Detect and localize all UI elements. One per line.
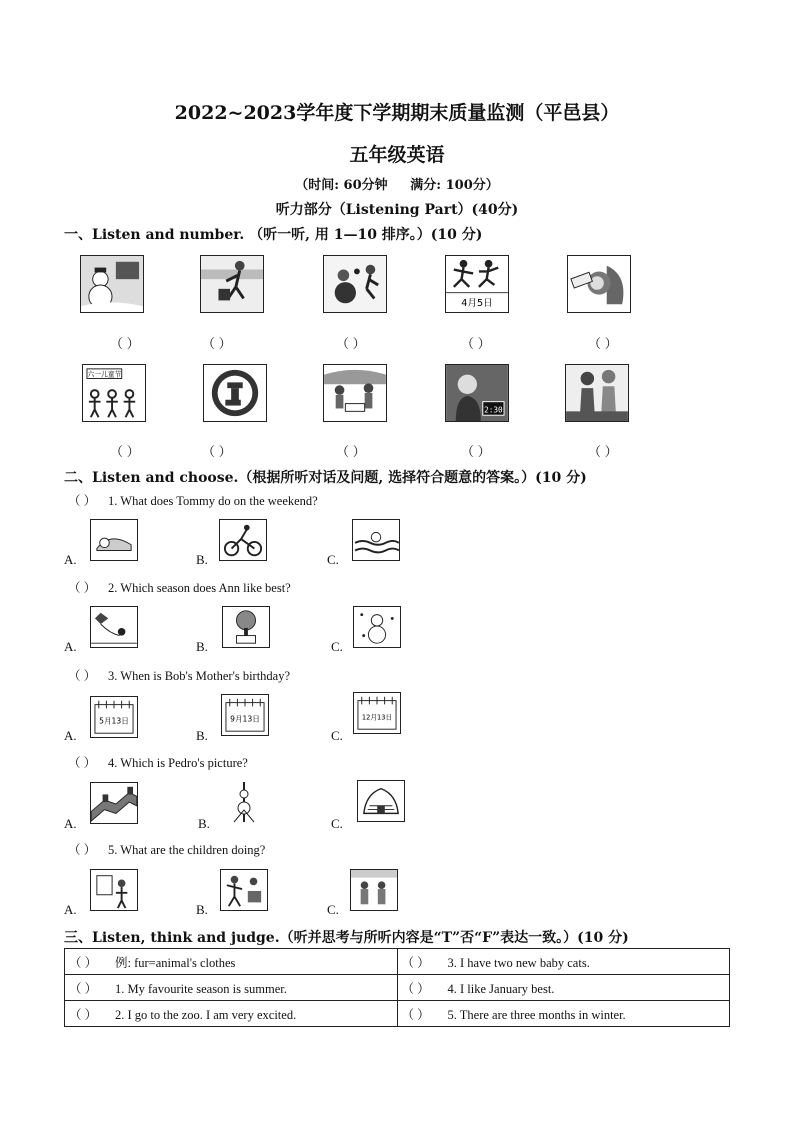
number-blank-8[interactable]: （ ）: [336, 444, 366, 459]
cycling-picture[interactable]: [219, 519, 267, 561]
children-drawing-picture[interactable]: [90, 869, 138, 911]
question-3: [68, 666, 290, 684]
answer-blank[interactable]: （ ）: [68, 756, 97, 770]
exam-subtitle: 五年级英语: [349, 144, 445, 166]
number-blank-9[interactable]: （ ）: [461, 444, 491, 459]
judge-blank[interactable]: （ ）: [69, 1007, 98, 1022]
judge-blank[interactable]: （ ）: [401, 955, 430, 970]
option-a-label: A.: [64, 728, 77, 743]
table-cell: [397, 975, 730, 1001]
date-label: 5月13日: [99, 716, 129, 726]
option-c-label: C.: [331, 728, 343, 743]
childrens-day-picture: [82, 364, 146, 422]
number-blank-7[interactable]: （ ）: [202, 444, 232, 459]
statement-text: 4. I like January best.: [447, 981, 555, 996]
calendar-may-13-picture[interactable]: [90, 696, 138, 738]
question-2: [68, 578, 291, 596]
exam-title: 2022~2023学年度下学期期末质量监测（平邑县）: [174, 102, 620, 124]
question-text: 2. Which season does Ann like best?: [108, 581, 291, 595]
date-label: 12月13日: [361, 713, 393, 722]
judge-blank[interactable]: （ ）: [401, 981, 430, 996]
option-a-label: A.: [64, 639, 77, 654]
boy-clock-230-picture: [445, 364, 509, 422]
option-b-label: B.: [196, 728, 208, 743]
option-a-label: A.: [64, 902, 77, 917]
table-row: [65, 949, 730, 975]
judge-blank[interactable]: （ ）: [401, 1007, 430, 1022]
number-blank-6[interactable]: （ ）: [110, 444, 140, 459]
section3-heading: 三、Listen, think and judge.（听并思考与所听内容是“T”否“F”表达一致。）(10 分): [64, 930, 629, 946]
number-blank-10[interactable]: （ ）: [588, 444, 618, 459]
children-dancing-picture[interactable]: [220, 869, 268, 911]
question-1: [68, 491, 318, 509]
answer-blank[interactable]: （ ）: [68, 581, 97, 595]
question-text: 1. What does Tommy do on the weekend?: [108, 494, 318, 508]
table-cell: [65, 975, 398, 1001]
phone-circle-picture: [203, 364, 267, 422]
snowman-picture: [80, 255, 144, 313]
option-b-label: B.: [196, 902, 208, 917]
swimming-picture[interactable]: [352, 519, 400, 561]
option-c-label: C.: [327, 902, 339, 917]
statement-text: 5. There are three months in winter.: [447, 1007, 626, 1022]
monkey-drinking-picture: [567, 255, 631, 313]
flying-kite-picture[interactable]: [90, 606, 138, 648]
statement-text: 1. My favourite season is summer.: [115, 981, 287, 996]
answer-blank[interactable]: （ ）: [68, 669, 97, 683]
calendar-dec-13-picture[interactable]: [353, 692, 401, 734]
statement-text: 例: fur=animal's clothes: [115, 955, 236, 970]
calendar-sep-13-picture[interactable]: [221, 694, 269, 736]
april-5th-label: 4月5日: [461, 298, 493, 310]
boy-playing-ball-picture: [323, 255, 387, 313]
family-picnic-picture: [323, 364, 387, 422]
number-blank-1[interactable]: （ ）: [110, 336, 140, 351]
question-text: 5. What are the children doing?: [108, 843, 266, 857]
snowman-option-picture[interactable]: [353, 606, 401, 648]
number-blank-3[interactable]: （ ）: [336, 336, 366, 351]
question-4: [68, 753, 248, 771]
children-singing-picture[interactable]: [350, 869, 398, 911]
boy-skating-picture: [200, 255, 264, 313]
number-blank-5[interactable]: （ ）: [588, 336, 618, 351]
table-cell: [65, 949, 398, 975]
clock-230-label: 2:30: [484, 405, 503, 415]
answer-blank[interactable]: （ ）: [68, 494, 97, 508]
autumn-tree-picture[interactable]: [222, 606, 270, 648]
section1-heading: 一、Listen and number. （听一听, 用 1—10 排序。）(10 分): [64, 227, 483, 243]
option-c-label: C.: [327, 552, 339, 567]
statement-text: 2. I go to the zoo. I am very excited.: [115, 1007, 297, 1022]
option-b-label: B.: [196, 639, 208, 654]
number-blank-4[interactable]: （ ）: [461, 336, 491, 351]
option-a-label: A.: [64, 552, 77, 567]
statement-text: 3. I have two new baby cats.: [447, 955, 590, 970]
childrens-day-banner-label: 六一儿童节: [87, 370, 122, 379]
time-info: （时间: 60分钟 满分: 100分）: [295, 178, 499, 193]
section2-heading: 二、Listen and choose.（根据所听对话及问题, 选择符合题意的答案。）(10 分): [64, 470, 587, 486]
number-blank-2[interactable]: （ ）: [202, 336, 232, 351]
judge-blank[interactable]: （ ）: [69, 955, 98, 970]
mother-son-picture: [565, 364, 629, 422]
date-label: 9月13日: [230, 714, 260, 724]
question-text: 3. When is Bob's Mother's birthday?: [108, 669, 291, 683]
table-row: [65, 1001, 730, 1027]
answer-blank[interactable]: （ ）: [68, 843, 97, 857]
option-c-label: C.: [331, 816, 343, 831]
runners-april-5th-picture: [445, 255, 509, 313]
option-a-label: A.: [64, 816, 77, 831]
table-cell: [397, 949, 730, 975]
question-5: [68, 840, 265, 858]
table-cell: [397, 1001, 730, 1027]
judge-blank[interactable]: （ ）: [69, 981, 98, 996]
option-c-label: C.: [331, 639, 343, 654]
tv-tower-picture[interactable]: [220, 782, 268, 824]
judge-table: [64, 948, 730, 1027]
table-row: [65, 975, 730, 1001]
yurt-tent-picture[interactable]: [357, 780, 405, 822]
table-cell: [65, 1001, 398, 1027]
option-b-label: B.: [198, 816, 210, 831]
great-wall-picture[interactable]: [90, 782, 138, 824]
listening-part-label: 听力部分（Listening Part）(40分): [275, 202, 519, 218]
option-b-label: B.: [196, 552, 208, 567]
sleeping-picture[interactable]: [90, 519, 138, 561]
question-text: 4. Which is Pedro's picture?: [108, 756, 248, 770]
